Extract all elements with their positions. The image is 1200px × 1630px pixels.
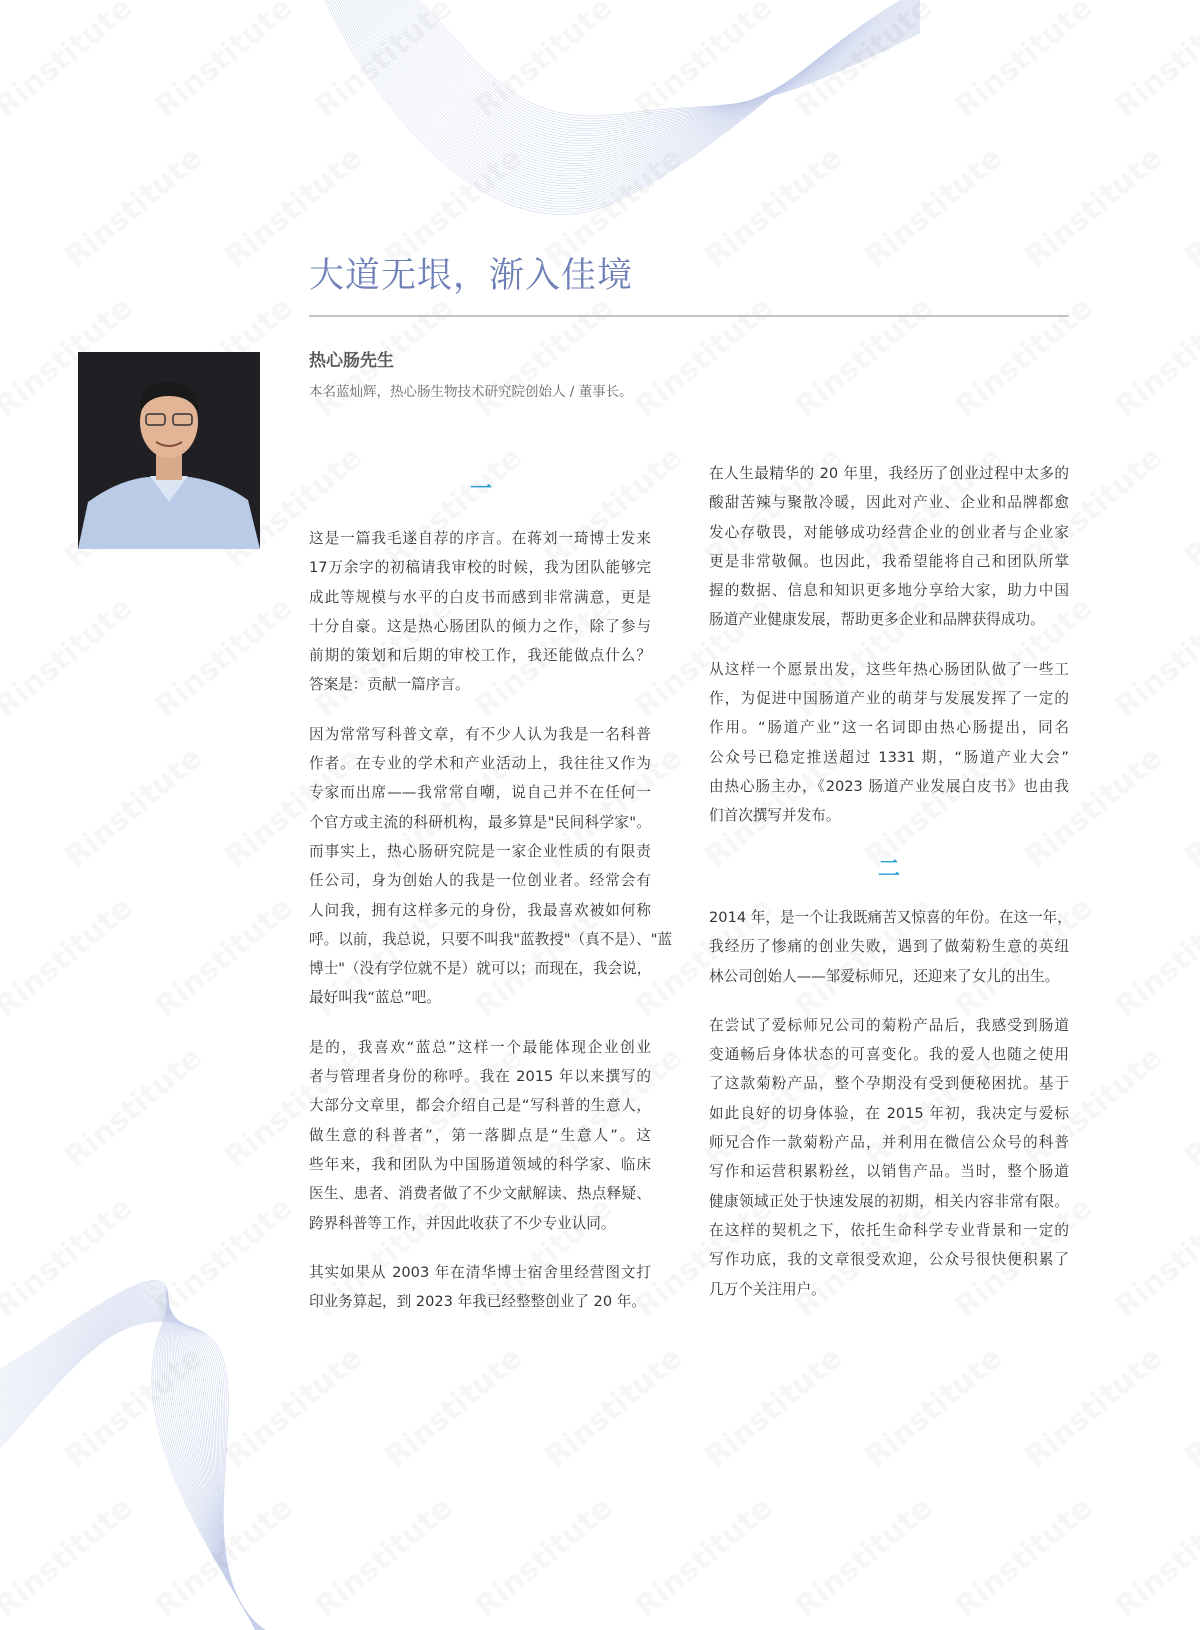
text-line: 如此良好的切身体验，在 2015 年初，我决定与爱标 bbox=[709, 1104, 1069, 1122]
text-line: 专家而出席——我常常自嘲，说自己并不在任何一 bbox=[309, 784, 651, 802]
text-line: 做生意的科普者”，第一落脚点是“生意人”。这 bbox=[309, 1126, 651, 1144]
watermark bbox=[1108, 590, 1200, 725]
paragraph bbox=[309, 720, 673, 1013]
paragraph bbox=[309, 524, 651, 700]
text-line: 任公司，身为创始人的我是一位创业者。经常会有 bbox=[309, 872, 651, 890]
watermark bbox=[308, 0, 459, 125]
text-line: 前期的策划和后期的审校工作，我还能做点什么？ bbox=[309, 647, 651, 665]
watermark bbox=[378, 1340, 529, 1475]
paragraph bbox=[709, 655, 1069, 831]
text-line: 跨界科普等工作，并因此收获了不少专业认同。 bbox=[309, 1214, 616, 1232]
text-line: 在这样的契机之下，依托生命科学专业背景和一定的 bbox=[709, 1221, 1069, 1239]
author-bio: 本名蓝灿辉，热心肠生物技术研究院创始人 / 董事长。 bbox=[309, 384, 633, 400]
text-line: 由热心肠主办，《2023 肠道产业发展白皮书》也由我 bbox=[709, 777, 1069, 795]
page-title: 大道无垠，渐入佳境 bbox=[309, 256, 634, 296]
text-line: 握的数据、信息和知识更多地分享给大家，助力中国 bbox=[709, 582, 1069, 600]
author-photo bbox=[78, 352, 260, 549]
text-line: 从这样一个愿景出发，这些年热心肠团队做了一些工 bbox=[709, 660, 1069, 678]
text-line: 作，为促进中国肠道产业的萌芽与发展发挥了一定的 bbox=[709, 690, 1069, 708]
watermark bbox=[58, 740, 209, 875]
watermark bbox=[858, 1340, 1009, 1475]
text-line: 个官方或主流的科研机构，最多算是"民间科学家"。 bbox=[309, 813, 651, 831]
text-line: 医生、患者、消费者做了不少文献解读、热点释疑、 bbox=[309, 1185, 651, 1203]
text-line: 其实如果从 2003 年在清华博士宿舍里经营图文打 bbox=[309, 1263, 651, 1281]
watermark bbox=[218, 1340, 369, 1475]
author-name: 热心肠先生 bbox=[309, 351, 394, 371]
text-line: 而事实上，热心肠研究院是一家企业性质的有限责 bbox=[309, 842, 651, 860]
watermark bbox=[1178, 1040, 1200, 1175]
watermark bbox=[148, 1190, 299, 1325]
watermark bbox=[1178, 740, 1200, 875]
text-line: 呼。以前，我总说，只要不叫我"蓝教授"（真不是）、"蓝 bbox=[309, 930, 673, 948]
text-line: 作用。“肠道产业”这一名词即由热心肠提出，同名 bbox=[709, 719, 1069, 737]
right-column-part2 bbox=[709, 903, 1072, 1324]
watermark bbox=[0, 1490, 139, 1625]
text-line: 写作功底，我的文章很受欢迎，公众号很快便积累了 bbox=[709, 1251, 1069, 1269]
text-line: 17万余字的初稿请我审校的时候，我为团队能够完 bbox=[309, 559, 651, 577]
text-line: 这是一篇我毛遂自荐的序言。在蒋刘一琦博士发来 bbox=[309, 530, 651, 547]
text-line: 者与管理者身份的称呼。我在 2015 年以来撰写的 bbox=[309, 1068, 651, 1086]
paragraph bbox=[709, 903, 1072, 991]
watermark bbox=[1108, 890, 1200, 1025]
text-line: 我经历了惨痛的创业失败，遇到了做菊粉生意的英纽 bbox=[709, 938, 1069, 956]
watermark bbox=[858, 140, 1009, 275]
watermark bbox=[1018, 1340, 1169, 1475]
watermark bbox=[788, 290, 939, 425]
text-line: 答案是：贡献一篇序言。 bbox=[309, 676, 470, 694]
paragraph bbox=[709, 1011, 1069, 1304]
text-line: 2014 年，是一个让我既痛苦又惊喜的年份。在这一年， bbox=[709, 909, 1072, 926]
text-line: 几万个关注用户。 bbox=[709, 1280, 826, 1298]
text-line: 公众号已稳定推送超过 1331 期，“肠道产业大会” bbox=[709, 748, 1069, 766]
watermark bbox=[698, 1340, 849, 1475]
text-line: 肠道产业健康发展，帮助更多企业和品牌获得成功。 bbox=[709, 611, 1045, 629]
watermark bbox=[0, 0, 139, 125]
watermark bbox=[628, 290, 779, 425]
watermark bbox=[1178, 440, 1200, 575]
watermark bbox=[948, 1490, 1099, 1625]
paragraph bbox=[309, 1033, 651, 1238]
text-line: 人问我，拥有这样多元的身份，我最喜欢被如何称 bbox=[309, 901, 651, 919]
watermark bbox=[788, 0, 939, 125]
watermark bbox=[1108, 290, 1200, 425]
watermark bbox=[58, 140, 209, 275]
watermark bbox=[698, 140, 849, 275]
paragraph bbox=[309, 1258, 651, 1317]
text-line: 林公司创始人——邹爱标师兄，还迎来了女儿的出生。 bbox=[709, 967, 1060, 985]
watermark bbox=[148, 590, 299, 725]
right-column-part1 bbox=[709, 459, 1069, 851]
watermark bbox=[0, 1190, 139, 1325]
watermark bbox=[628, 0, 779, 125]
text-line: 博士"（没有学位就不是）就可以；而现在，我会说， bbox=[309, 960, 652, 978]
text-line: 十分自豪。这是热心肠团队的倾力之作，除了参与 bbox=[309, 617, 651, 635]
text-line: 师兄合作一款菊粉产品，并利用在微信公众号的科普 bbox=[709, 1134, 1069, 1152]
text-line: 在尝试了爱标师兄公司的菊粉产品后，我感受到肠道 bbox=[709, 1016, 1069, 1034]
text-line: 了这款菊粉产品，整个孕期没有受到便秘困扰。基于 bbox=[709, 1075, 1069, 1093]
watermark bbox=[1108, 1490, 1200, 1625]
paragraph bbox=[709, 459, 1069, 635]
watermark bbox=[148, 0, 299, 125]
left-column bbox=[309, 524, 673, 1336]
section-marker-one: 一 bbox=[470, 477, 493, 502]
watermark bbox=[0, 890, 139, 1025]
text-line: 们首次撰写并发布。 bbox=[709, 807, 841, 825]
text-line: 作者。在专业的学术和产业活动上，我往往又作为 bbox=[309, 755, 651, 773]
title-divider bbox=[309, 315, 1069, 317]
watermark bbox=[1018, 140, 1169, 275]
text-line: 发心存敬畏，对能够成功经营企业的创业者与企业家 bbox=[709, 523, 1069, 541]
watermark bbox=[1178, 140, 1200, 275]
watermark bbox=[148, 890, 299, 1025]
section-marker-two: 二 bbox=[878, 857, 901, 882]
watermark bbox=[0, 590, 139, 725]
text-line: 健康领域正处于快速发展的初期，相关内容非常有限。 bbox=[709, 1192, 1069, 1210]
watermark bbox=[58, 1340, 209, 1475]
watermark bbox=[538, 1340, 689, 1475]
watermark bbox=[788, 1490, 939, 1625]
text-line: 更是非常敬佩。也因此，我希望能将自己和团队所掌 bbox=[709, 552, 1069, 570]
text-line: 写作和运营积累粉丝，以销售产品。当时，整个肠道 bbox=[709, 1163, 1069, 1181]
watermark bbox=[1108, 1190, 1200, 1325]
watermark bbox=[308, 1490, 459, 1625]
text-line: 些年来，我和团队为中国肠道领域的科学家、临床 bbox=[309, 1155, 651, 1173]
text-line: 大部分文章里，都会介绍自己是“写科普的生意人， bbox=[309, 1097, 651, 1115]
text-line: 最好叫我“蓝总”吧。 bbox=[309, 989, 441, 1007]
watermark bbox=[468, 0, 619, 125]
watermark bbox=[948, 0, 1099, 125]
text-line: 在人生最精华的 20 年里，我经历了创业过程中太多的 bbox=[709, 465, 1069, 482]
text-line: 变通畅后身体状态的可喜变化。我的爱人也随之使用 bbox=[709, 1046, 1069, 1064]
text-line: 印业务算起，到 2023 年我已经整整创业了 20 年。 bbox=[309, 1293, 646, 1311]
watermark bbox=[1178, 1340, 1200, 1475]
text-line: 是的，我喜欢“蓝总”这样一个最能体现企业创业 bbox=[309, 1038, 651, 1056]
watermark bbox=[58, 1040, 209, 1175]
watermark bbox=[948, 290, 1099, 425]
text-line: 因为常常写科普文章，有不少人认为我是一名科普 bbox=[309, 725, 651, 743]
watermark bbox=[148, 1490, 299, 1625]
text-line: 成此等规模与水平的白皮书而感到非常满意，更是 bbox=[309, 588, 651, 606]
text-line: 酸甜苦辣与聚散冷暖，因此对产业、企业和品牌都愈 bbox=[709, 494, 1069, 512]
watermark bbox=[468, 290, 619, 425]
watermark bbox=[1108, 0, 1200, 125]
watermark bbox=[468, 1490, 619, 1625]
watermark bbox=[628, 1490, 779, 1625]
